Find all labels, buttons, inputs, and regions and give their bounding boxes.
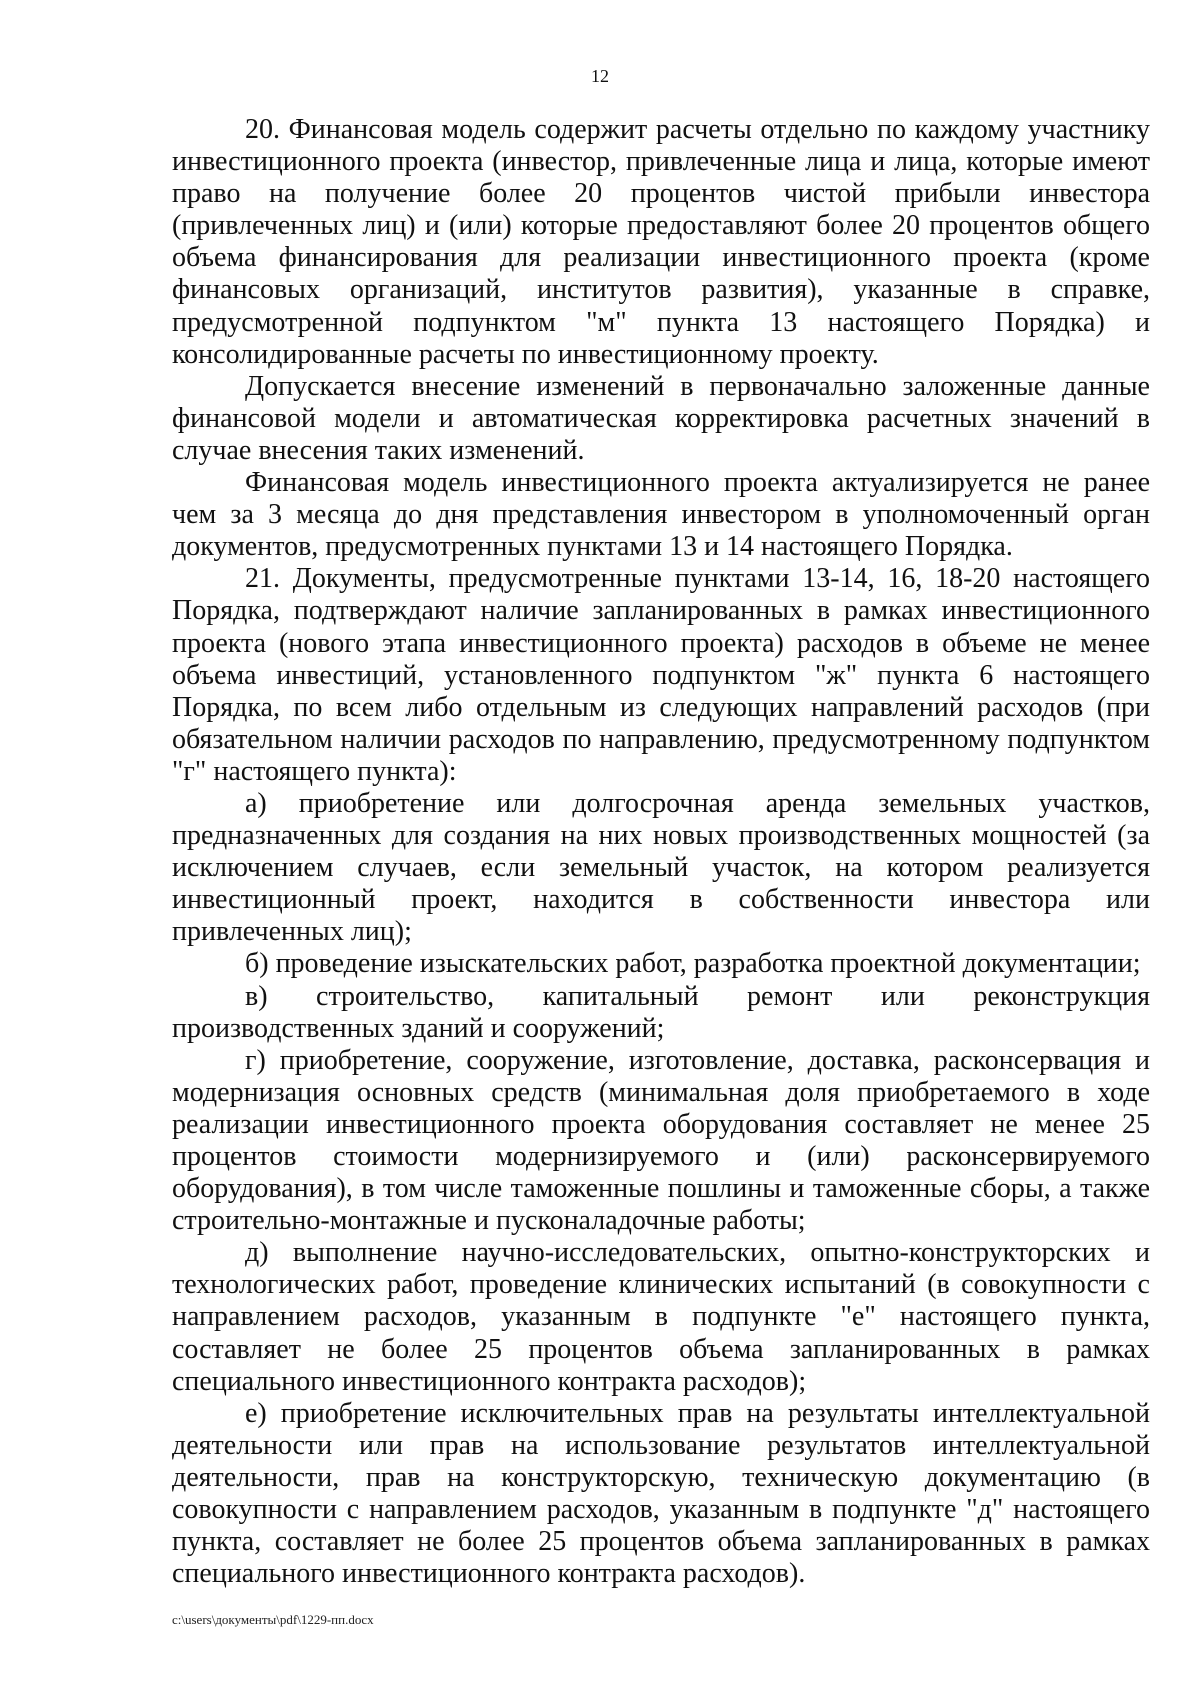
paragraph-21: 21. Документы, предусмотренные пунктами 13-14, 16, 18-20 настоящего Порядка, подтверждают наличие запланированных в рамках инвестиционного проекта (нового этапа инвестиционного проекта) расходов в объеме не менее объема инвестиций, установленного подпунктом "ж" пункта 6 настоящего Порядка, по всем либо отдельным из следующих направлений расходов (при обязательном наличии расходов по направлению, предусмотренному подпунктом "г" настоящего пункта): bbox=[172, 563, 1150, 787]
subparagraph-g: г) приобретение, сооружение, изготовление, доставка, расконсервация и модернизация основных средств (минимальная доля приобретаемого в ходе реализации инвестиционного проекта оборудования составляет не менее 25 процентов стоимости модернизируемого и (или) расконсервируемого оборудования), в том числе таможенные пошлины и таможенные сборы, а также строительно-монтажные и пусконаладочные работы; bbox=[172, 1044, 1150, 1237]
subparagraph-d: д) выполнение научно-исследовательских, опытно-конструкторских и технологических работ, проведение клинических испытаний (в совокупности с направлением расходов, указанным в подпункте "е" настоящего пункта, составляет не более 25 процентов объема запланированных в рамках специального инвестиционного контракта расходов); bbox=[172, 1237, 1150, 1397]
page-number: 12 bbox=[591, 66, 609, 86]
subparagraph-b: б) проведение изыскательских работ, разработка проектной документации; bbox=[245, 948, 1141, 980]
footer-file-path: c:\users\документы\pdf\1229-пп.docx bbox=[172, 1612, 374, 1627]
document-body bbox=[172, 114, 1150, 1590]
paragraph-20-update: Финансовая модель инвестиционного проекта актуализируется не ранее чем за 3 месяца до дня представления инвестором в уполномоченный орган документов, предусмотренных пунктами 13 и 14 настоящего Порядка. bbox=[172, 467, 1150, 563]
subparagraph-v: в) строительство, капитальный ремонт или реконструкция производственных зданий и сооружений; bbox=[172, 980, 1150, 1044]
paragraph-20-changes: Допускается внесение изменений в первоначально заложенные данные финансовой модели и автоматическая корректировка расчетных значений в случае внесения таких изменений. bbox=[172, 370, 1150, 466]
subparagraph-a: а) приобретение или долгосрочная аренда земельных участков, предназначенных для создания на них новых производственных мощностей (за исключением случаев, если земельный участок, на котором реализуется инвестиционный проект, находится в собственности инвестора или привлеченных лиц); bbox=[172, 787, 1150, 948]
subparagraph-e: е) приобретение исключительных прав на результаты интеллектуальной деятельности или прав на использование результатов интеллектуальной деятельности, прав на конструкторскую, техническую документацию (в совокупности с направлением расходов, указанным в подпункте "д" настоящего пункта, составляет не более 25 процентов объема запланированных в рамках специального инвестиционного контракта расходов). bbox=[172, 1397, 1150, 1590]
paragraph-20: 20. Финансовая модель содержит расчеты отдельно по каждому участнику инвестиционного проекта (инвестор, привлеченные лица и лица, которые имеют право на получение более 20 процентов чистой прибыли инвестора (привлеченных лиц) и (или) которые предоставляют более 20 процентов общего объема финансирования для реализации инвестиционного проекта (кроме финансовых организаций, институтов развития), указанные в справке, предусмотренной подпунктом "м" пункта 13 настоящего Порядка) и консолидированные расчеты по инвестиционному проекту. bbox=[172, 114, 1150, 370]
